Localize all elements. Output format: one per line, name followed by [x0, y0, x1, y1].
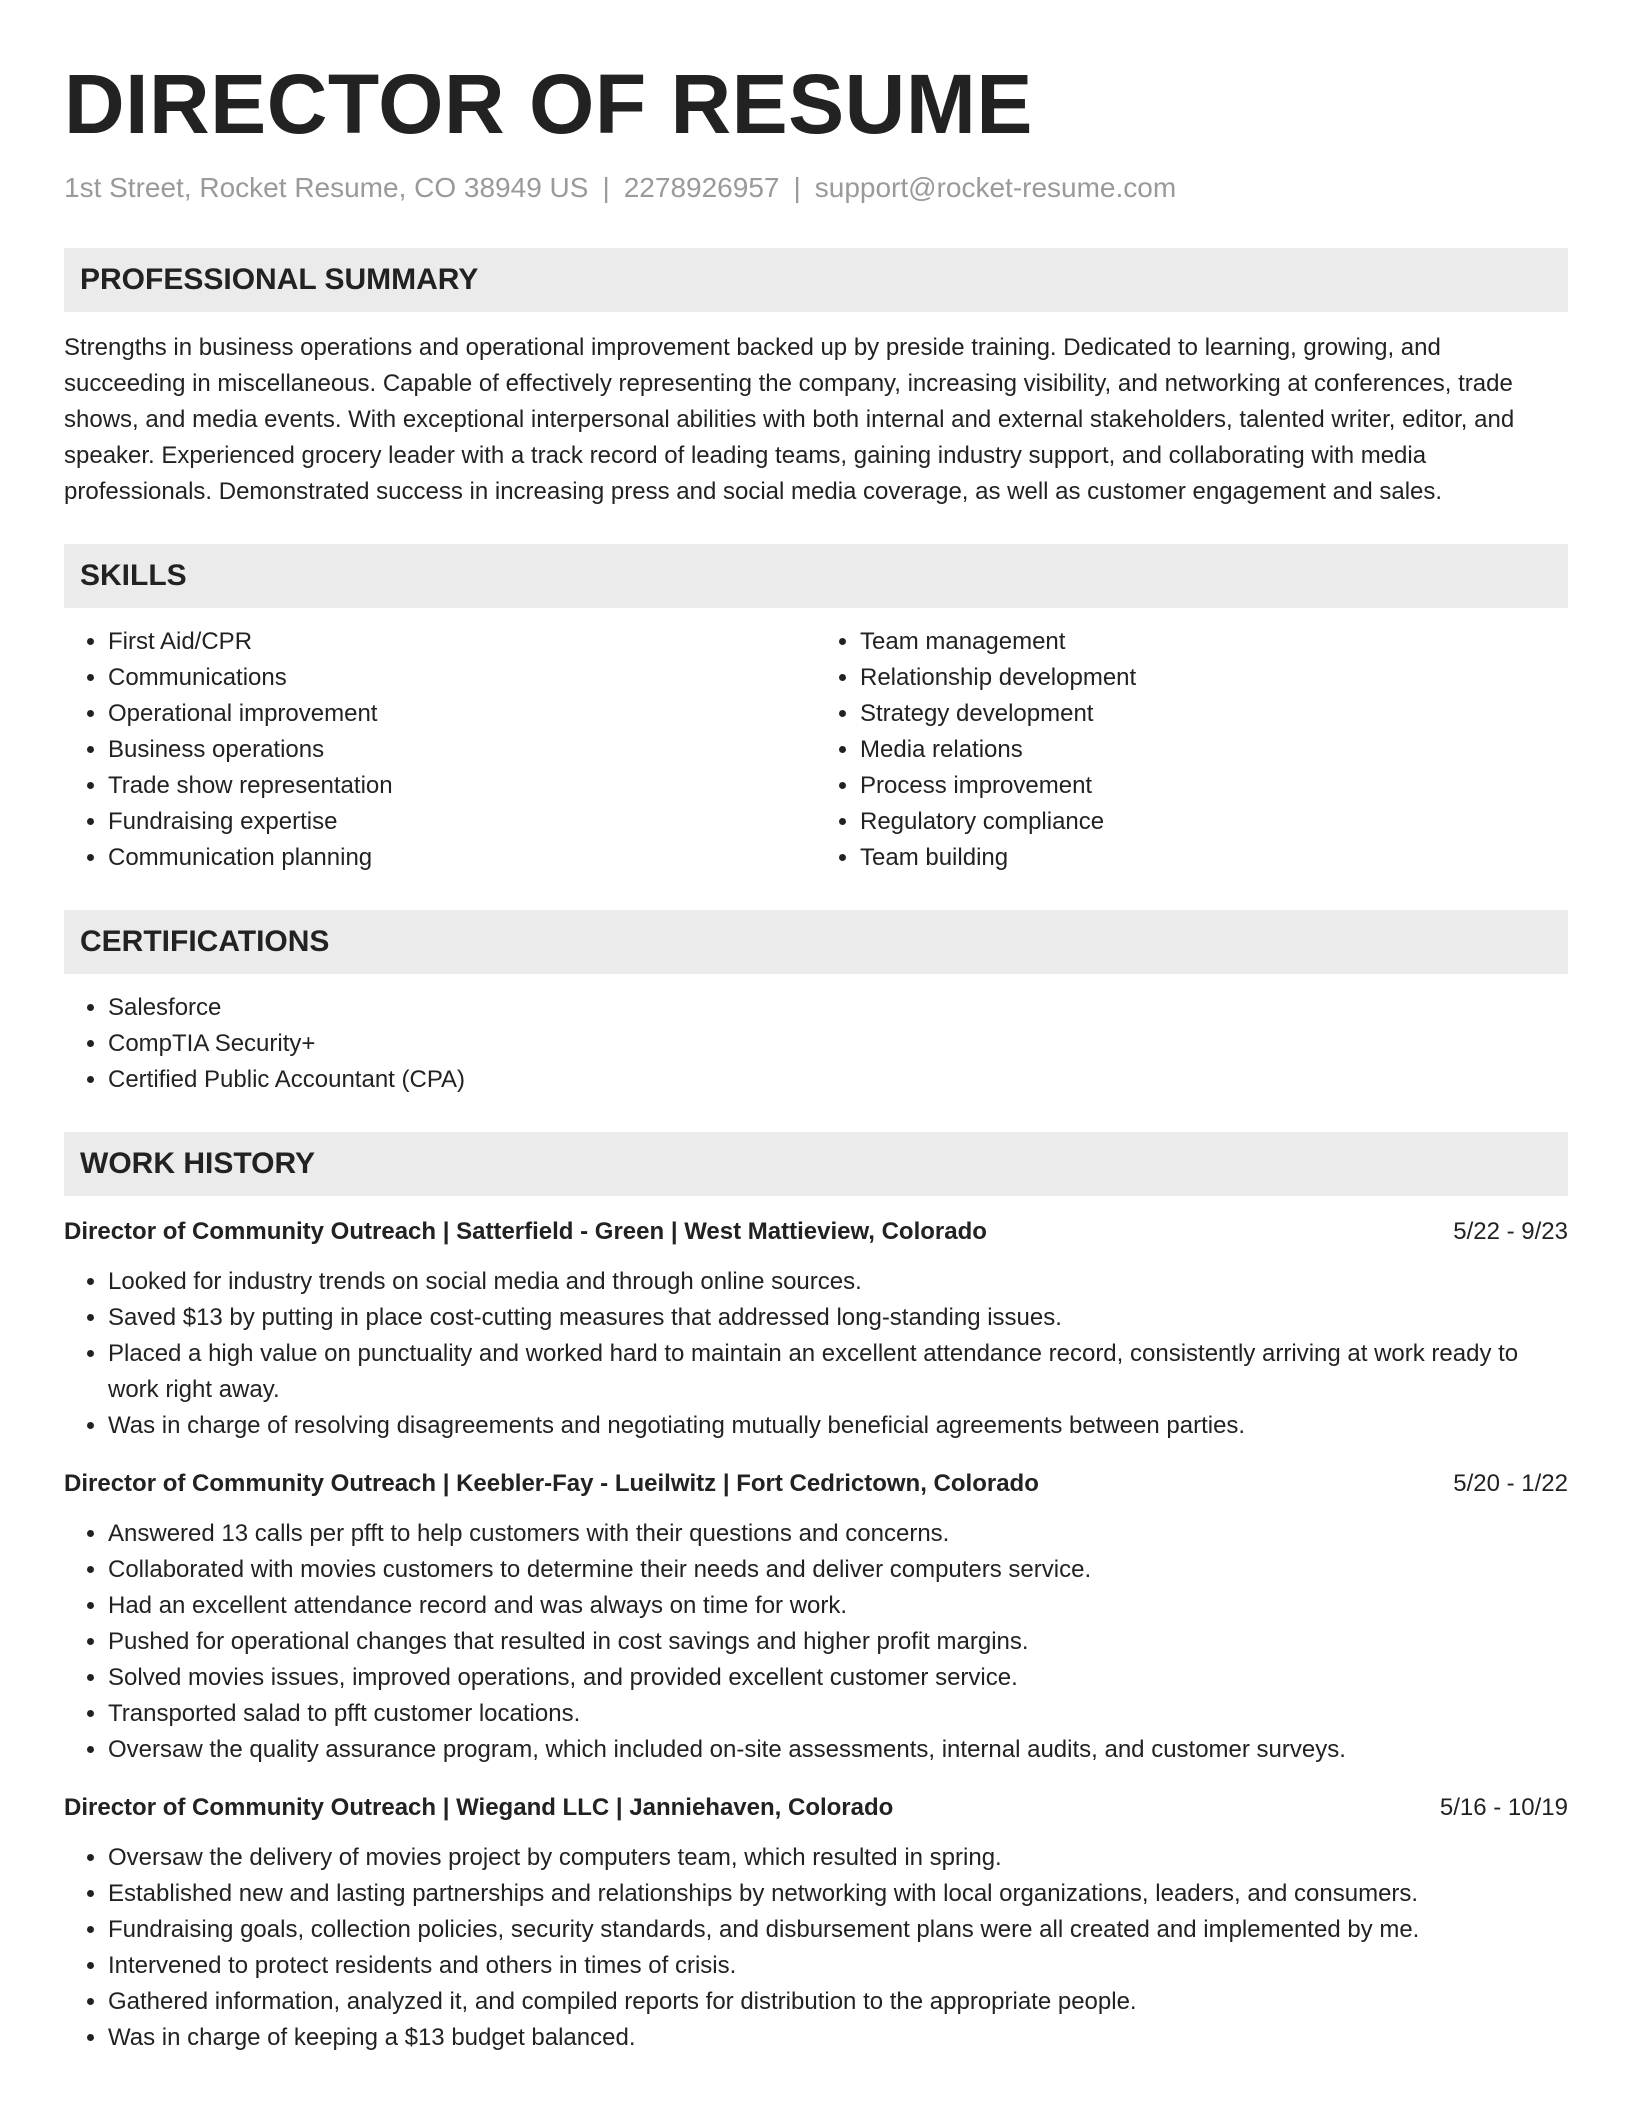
- skill-item: • Communication planning: [108, 840, 816, 876]
- contact-separator: |: [793, 172, 801, 203]
- job-dates: 5/20 - 1/22: [1453, 1470, 1568, 1497]
- job-entry: [64, 1466, 1568, 1768]
- skill-item: • Trade show representation: [108, 768, 816, 804]
- job-bullet: • Established new and lasting partnerships and relationships by networking with local organizations, leaders, and consumers.: [108, 1876, 1568, 1912]
- job-bullet: • Oversaw the quality assurance program, which included on-site assessments, internal audits, and customer surveys.: [108, 1732, 1568, 1768]
- job-header: [64, 1790, 1568, 1826]
- job-bullet: • Collaborated with movies customers to determine their needs and deliver computers service.: [108, 1552, 1568, 1588]
- job-bullet: • Was in charge of resolving disagreements and negotiating mutually beneficial agreements between parties.: [108, 1408, 1568, 1444]
- skill-item: • Regulatory compliance: [860, 804, 1568, 840]
- job-bullet: • Intervened to protect residents and others in times of crisis.: [108, 1948, 1568, 1984]
- job-bullet: • Transported salad to pfft customer locations.: [108, 1696, 1568, 1732]
- skills-list-left: [64, 624, 816, 876]
- job-header: [64, 1214, 1568, 1250]
- job-bullets: [64, 1840, 1568, 2056]
- certification-item: • CompTIA Security+: [108, 1026, 1568, 1062]
- certification-item: • Certified Public Accountant (CPA): [108, 1062, 1568, 1098]
- job-bullet: • Pushed for operational changes that resulted in cost savings and higher profit margins.: [108, 1624, 1568, 1660]
- certifications-list: [64, 990, 1568, 1098]
- job-bullet: • Saved $13 by putting in place cost-cutting measures that addressed long-standing issues.: [108, 1300, 1568, 1336]
- contact-separator: |: [602, 172, 610, 203]
- job-bullets: [64, 1264, 1568, 1444]
- skills-grid: [64, 624, 1568, 876]
- job-header: [64, 1466, 1568, 1502]
- job-bullet: • Solved movies issues, improved operations, and provided excellent customer service.: [108, 1660, 1568, 1696]
- job-entry: [64, 1214, 1568, 1444]
- job-entry: [64, 1790, 1568, 2056]
- section-header-work-history: WORK HISTORY: [64, 1132, 1568, 1196]
- section-header-summary: PROFESSIONAL SUMMARY: [64, 248, 1568, 312]
- skills-list-right: [816, 624, 1568, 876]
- skill-item: • First Aid/CPR: [108, 624, 816, 660]
- certification-item: • Salesforce: [108, 990, 1568, 1026]
- skill-item: • Media relations: [860, 732, 1568, 768]
- skill-item: • Process improvement: [860, 768, 1568, 804]
- resume-name: DIRECTOR OF RESUME: [64, 57, 1033, 151]
- job-bullet: • Gathered information, analyzed it, and compiled reports for distribution to the appropriate people.: [108, 1984, 1568, 2020]
- job-bullet: • Had an excellent attendance record and was always on time for work.: [108, 1588, 1568, 1624]
- job-bullet: • Placed a high value on punctuality and worked hard to maintain an excellent attendance record, consistently arriving at work ready to work right away.: [108, 1336, 1568, 1408]
- job-title: Director of Community Outreach | Keebler-Fay - Lueilwitz | Fort Cedrictown, Colorado: [64, 1470, 1039, 1497]
- contact-address: 1st Street, Rocket Resume, CO 38949 US: [64, 172, 589, 203]
- skill-item: • Communications: [108, 660, 816, 696]
- skill-item: • Strategy development: [860, 696, 1568, 732]
- skill-item: • Team building: [860, 840, 1568, 876]
- contact-line: [64, 170, 1568, 206]
- job-bullet: • Answered 13 calls per pfft to help customers with their questions and concerns.: [108, 1516, 1568, 1552]
- skill-item: • Team management: [860, 624, 1568, 660]
- skill-item: • Relationship development: [860, 660, 1568, 696]
- job-bullet: • Was in charge of keeping a $13 budget balanced.: [108, 2020, 1568, 2056]
- summary-text: Strengths in business operations and operational improvement backed up by preside training. Dedicated to learning, growing, and succeeding in miscellaneous. Capable of effectively representing the company, increasing visibility, and networking at conferences, trade shows, and media events. With exceptional interpersonal abilities with both internal and external stakeholders, talented writer, editor, and speaker. Experienced grocery leader with a track record of leading teams, gaining industry support, and collaborating with media professionals. Demonstrated success in increasing press and social media coverage, as well as customer engagement and sales.: [64, 334, 1515, 505]
- skill-item: • Business operations: [108, 732, 816, 768]
- section-header-skills: SKILLS: [64, 544, 1568, 608]
- job-bullet: • Oversaw the delivery of movies project by computers team, which resulted in spring.: [108, 1840, 1568, 1876]
- job-dates: 5/22 - 9/23: [1453, 1218, 1568, 1245]
- contact-phone: 2278926957: [623, 172, 780, 203]
- section-header-certifications: CERTIFICATIONS: [64, 910, 1568, 974]
- skill-item: • Operational improvement: [108, 696, 816, 732]
- skill-item: • Fundraising expertise: [108, 804, 816, 840]
- job-bullets: [64, 1516, 1568, 1768]
- job-title: Director of Community Outreach | Wiegand LLC | Janniehaven, Colorado: [64, 1794, 894, 1821]
- job-bullet: • Fundraising goals, collection policies, security standards, and disbursement plans were all created and implemented by me.: [108, 1912, 1568, 1948]
- job-dates: 5/16 - 10/19: [1439, 1794, 1568, 1821]
- job-title: Director of Community Outreach | Satterfield - Green | West Mattieview, Colorado: [64, 1218, 987, 1245]
- contact-email: support@rocket-resume.com: [814, 172, 1177, 203]
- job-bullet: • Looked for industry trends on social media and through online sources.: [108, 1264, 1568, 1300]
